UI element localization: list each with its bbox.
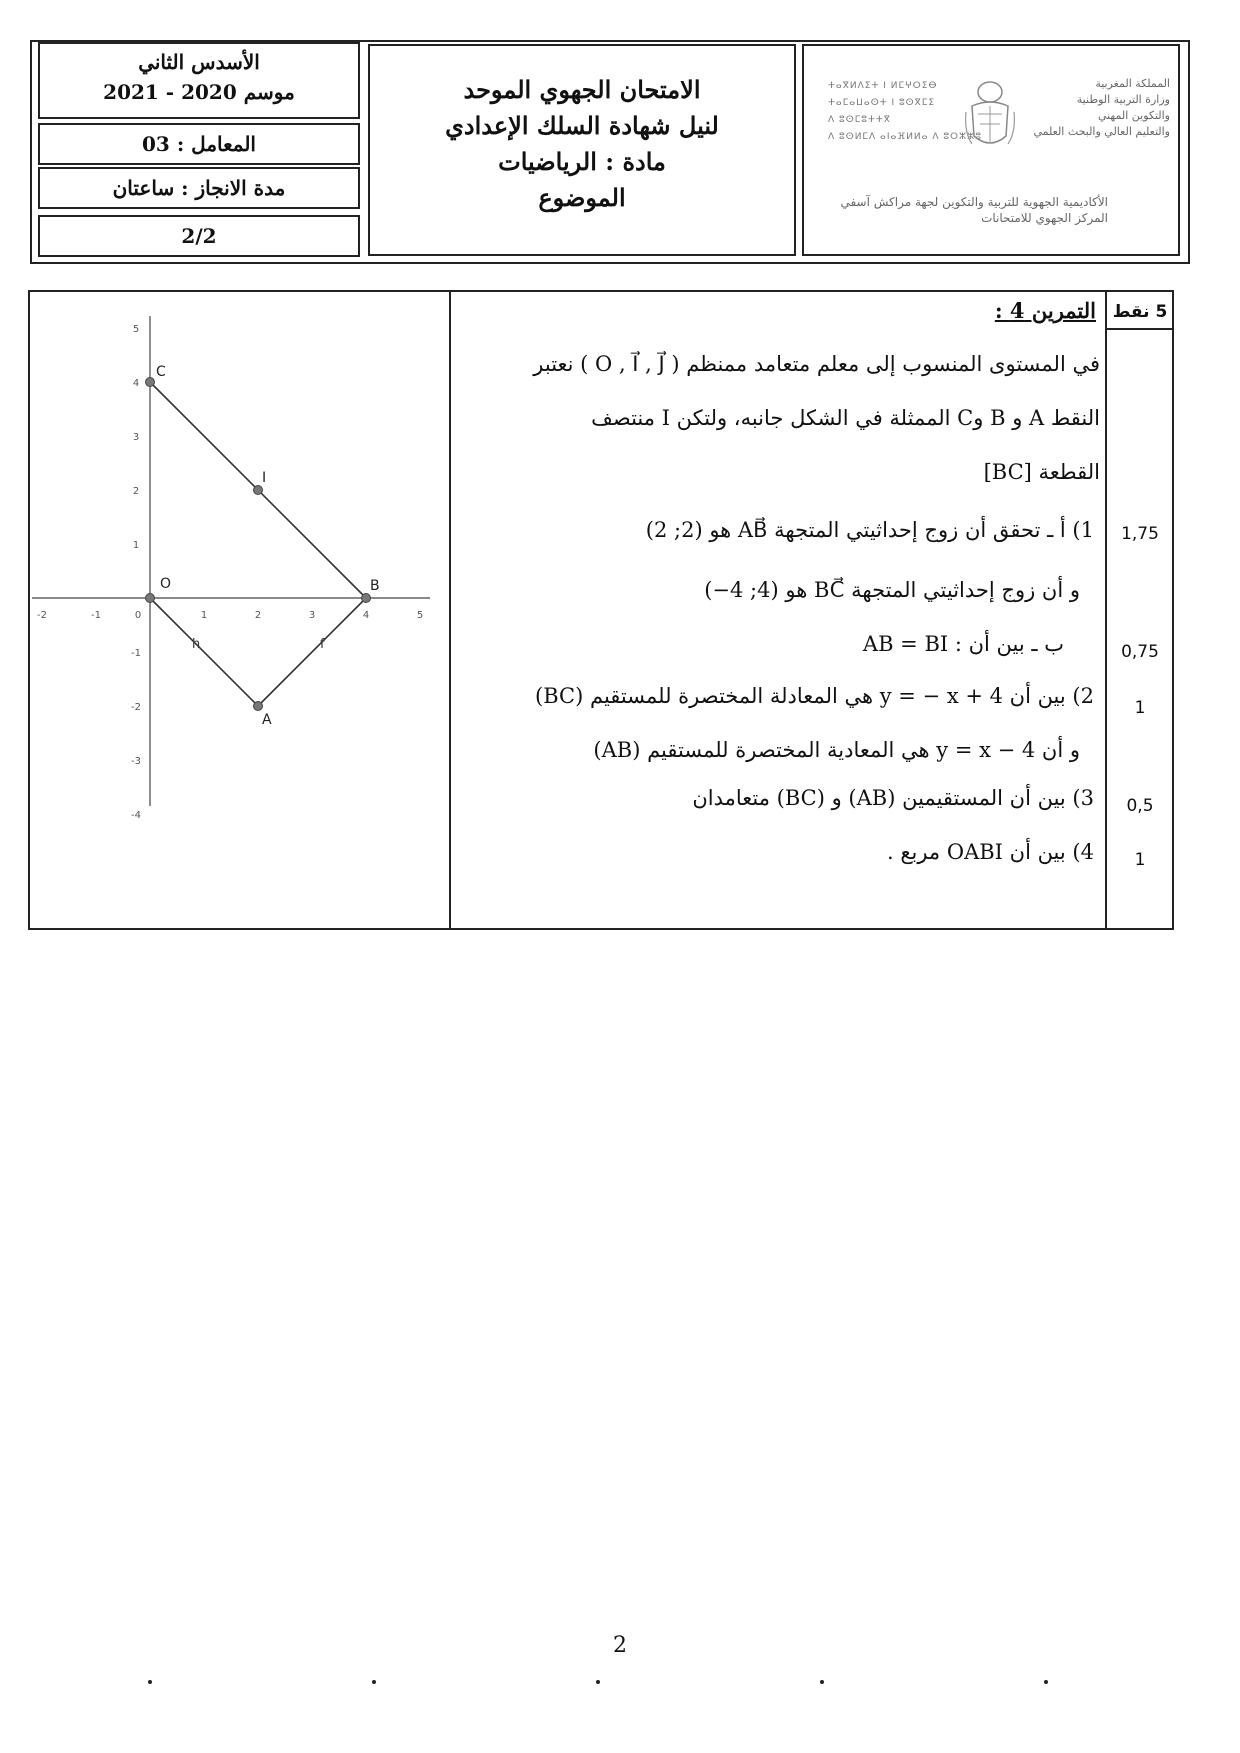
figure-divider — [449, 290, 451, 930]
y-tick-label: -3 — [131, 756, 141, 767]
question-2: 2) بين أن y = − x + 4 هي المعادلة المختصرة للمستقيم (BC) — [535, 684, 1094, 708]
ministry-text: المملكة المغربية وزارة التربية الوطنية والتكوين المهني والتعليم العالي والبحث العلمي — [1033, 77, 1170, 138]
exercise-intro-line-3: القطعة [BC] — [983, 460, 1100, 484]
exercise-intro-line-2: النقط A و B وC الممثلة في الشكل جانبه، ولتكن I منتصف — [591, 406, 1100, 430]
point-A — [254, 702, 263, 711]
y-tick-label: -4 — [131, 810, 141, 821]
score-q4: 1 — [1134, 850, 1146, 870]
x-tick-label: 2 — [254, 610, 262, 621]
y-tick-label: 2 — [132, 486, 140, 497]
page-box — [38, 215, 360, 257]
points-total: 5 نقط — [1112, 302, 1168, 322]
question-3: 3) بين أن المستقيمين (AB) و (BC) متعامدان — [692, 786, 1094, 810]
x-tick-label: 1 — [200, 610, 208, 621]
coat-of-arms-icon — [962, 72, 1018, 154]
exercise-title: التمرين 4 : — [994, 298, 1096, 323]
segment-label-h: h — [192, 637, 201, 652]
coefficient-box — [38, 123, 360, 165]
coordinate-figure — [30, 292, 448, 928]
academy-text: الأكاديمية الجهوية للتربية والتكوين لجهة مراكش آسفي المركز الجهوي للامتحانات — [840, 195, 1108, 225]
exam-subject: مادة : الرياضيات — [498, 147, 666, 176]
duration-label: مدة الانجاز : ساعتان — [112, 176, 286, 200]
question-1a-continuation: و أن زوج إحداثيتي المتجهة BC⃗ هو (4; 4−) — [704, 578, 1080, 602]
footer-dot — [820, 1680, 824, 1684]
footer-dot — [1044, 1680, 1048, 1684]
points-header-line — [1105, 328, 1174, 330]
y-tick-label: -1 — [131, 648, 141, 659]
segment-label-f: f — [320, 637, 325, 652]
point-B — [362, 594, 371, 603]
point-I — [254, 486, 263, 495]
point-label-A: A — [262, 712, 272, 728]
question-1b: ب ـ بين أن : AB = BI — [862, 632, 1064, 656]
point-label-I: I — [262, 470, 267, 486]
exam-title-line-2: لنيل شهادة السلك الإعدادي — [445, 111, 719, 140]
logo-amazigh-text: ⵜⴰⴳⵍⴷⵉⵜ ⵏ ⵍⵎⵖⵔⵉⴱ ⵜⴰⵎⴰⵡⴰⵙⵜ ⵏ ⵓⵙⴳⵎⵉ ⴷ ⵓⵙⵎⵓⵜⵜⴳ ⴷ ⵓⵙⵍⵎⴷ ⴰⵏⴰⴼⵍⵍⴰ ⴷ ⵓⵔⵣⵣⵓ — [828, 81, 982, 142]
x-tick-label: 4 — [362, 610, 370, 621]
y-tick-label: -2 — [131, 702, 141, 713]
footer-dot — [372, 1680, 376, 1684]
question-4: 4) بين أن OABI مربع . — [886, 840, 1094, 864]
score-q1b: 0,75 — [1121, 642, 1159, 662]
institution-logo-box — [802, 44, 1180, 256]
score-q1a: 1,75 — [1121, 524, 1159, 544]
x-tick-label: 3 — [308, 610, 316, 621]
exam-topic: الموضوع — [538, 183, 626, 212]
exam-title-line-1: الامتحان الجهوي الموحد — [463, 75, 701, 104]
semester-box — [38, 42, 360, 119]
point-C — [146, 378, 155, 387]
score-q3: 0,5 — [1126, 796, 1154, 816]
page-label: 2/2 — [181, 224, 217, 248]
point-label-B: B — [370, 578, 380, 594]
exam-title-box — [368, 44, 796, 256]
x-tick-label: -2 — [37, 610, 47, 621]
point-label-C: C — [156, 364, 166, 380]
score-divider — [1105, 290, 1107, 930]
x-tick-label: 5 — [416, 610, 424, 621]
y-tick-label: 1 — [132, 540, 140, 551]
x-tick-label: -1 — [91, 610, 101, 621]
score-q2: 1 — [1134, 698, 1146, 718]
x-tick-label: 0 — [134, 610, 142, 621]
page-number: 2 — [613, 1633, 627, 1658]
y-tick-label: 3 — [132, 432, 140, 443]
y-tick-label: 5 — [132, 324, 140, 335]
season-label: موسم 2020 - 2021 — [103, 80, 295, 104]
y-tick-label: 4 — [132, 378, 140, 389]
duration-box — [38, 167, 360, 209]
semester-label: الأسدس الثاني — [138, 50, 260, 74]
coefficient-label: المعامل : 03 — [142, 132, 256, 156]
footer-dot — [596, 1680, 600, 1684]
question-2-continuation: و أن y = x − 4 هي المعادية المختصرة للمستقيم (AB) — [593, 738, 1080, 762]
footer-dot — [148, 1680, 152, 1684]
point-label-O: O — [160, 576, 172, 592]
question-1a: 1) أ ـ تحقق أن زوج إحداثيتي المتجهة AB⃗ هو (2; 2) — [645, 518, 1094, 542]
point-O — [146, 594, 155, 603]
exercise-intro-line-1: في المستوى المنسوب إلى معلم متعامد ممنظم ( O , I⃗ , J⃗ ) نعتبر — [533, 352, 1100, 376]
